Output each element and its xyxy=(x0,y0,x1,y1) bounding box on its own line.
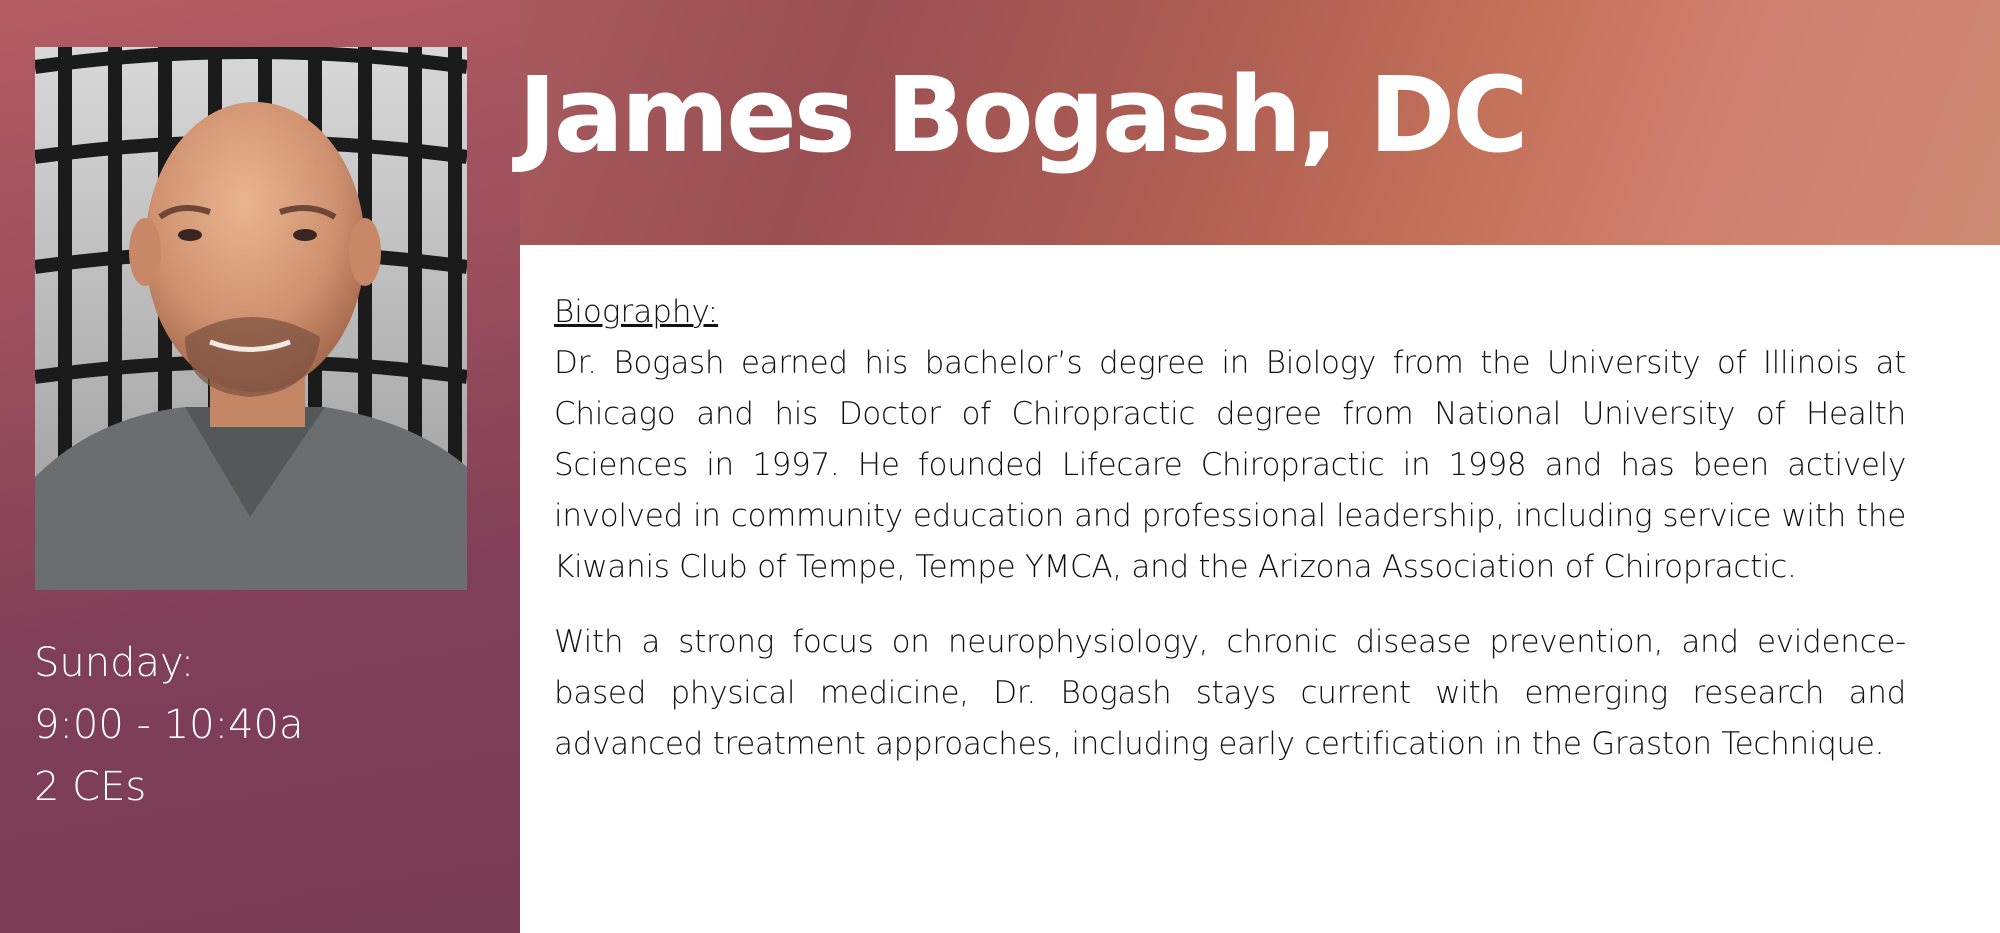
session-credits: 2 CEs xyxy=(34,764,147,810)
biography-paragraph: With a strong focus on neurophysiology, chronic disease prevention, and evidence-based physical medicine, Dr. Bogash stays current with emerging research and advanced treatment approaches, including early certification in the Graston Technique. xyxy=(554,624,1906,762)
speaker-photo xyxy=(35,47,467,590)
biography-heading: Biography: xyxy=(554,294,719,330)
biography xyxy=(554,287,1906,770)
session-time: 9:00 - 10:40a xyxy=(34,702,304,748)
speaker-name: James Bogash, DC xyxy=(518,54,1526,176)
session-schedule xyxy=(34,632,303,818)
biography-panel xyxy=(520,245,2000,933)
biography-paragraph: Dr. Bogash earned his bachelor’s degree in Biology from the University of Illinois at Chicago and his Doctor of Chiropractic degree from National University of Health Sciences in 1997. He founded Lifecare Chiropractic in 1998 and has been actively involved in community education and professional leadership, including service with the Kiwanis Club of Tempe, Tempe YMCA, and the Arizona Association of Chiropractic. xyxy=(554,345,1906,585)
portrait-image-icon xyxy=(35,47,467,590)
session-day: Sunday: xyxy=(34,640,195,686)
